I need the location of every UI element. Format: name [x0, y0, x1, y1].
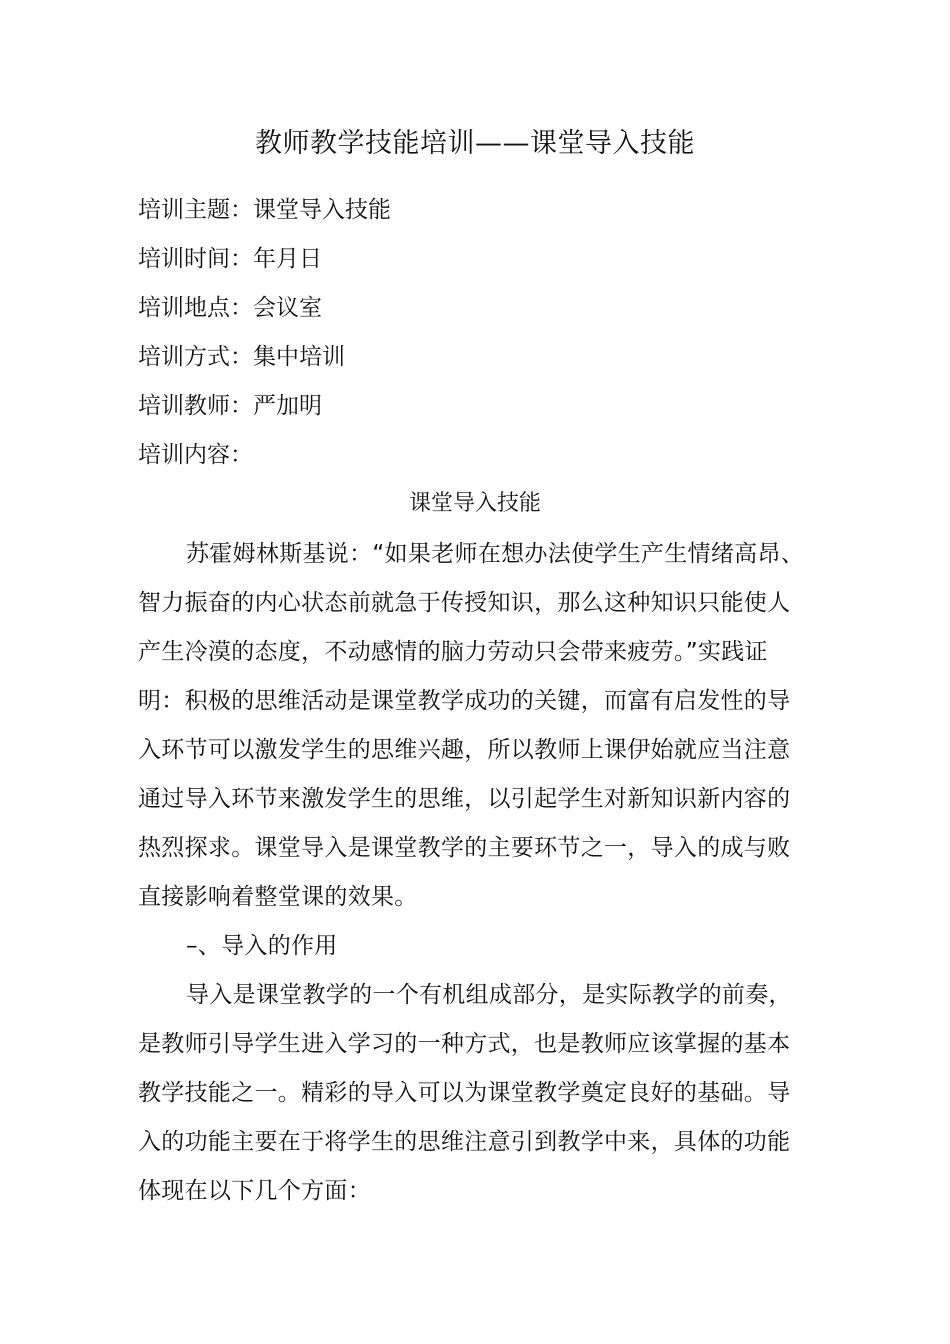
paragraph-line: 体现在以下几个方面： — [138, 1178, 371, 1204]
meta-row-topic — [138, 186, 818, 235]
meta-value-location: 会议室 — [253, 295, 322, 321]
meta-label-time: 培训时间： — [138, 246, 253, 272]
document-title: 教师教学技能培训——课堂导入技能 — [255, 128, 695, 159]
meta-value-method: 集中培训 — [253, 344, 345, 370]
meta-row-location — [138, 284, 818, 333]
paragraph-line: 热烈探求。课堂导入是课堂教学的主要环节之一，导入的成与败 — [138, 835, 791, 861]
meta-label-location: 培训地点： — [138, 295, 253, 321]
meta-row-time — [138, 235, 818, 284]
paragraph-line: 苏霍姆林斯基说：“如果老师在想办法使学生产生情绪高昂、 — [186, 541, 805, 567]
intro-paragraph — [138, 530, 818, 922]
paragraph-line: 产生冷漠的态度，不动感情的脑力劳动只会带来疲劳。”实践证 — [138, 639, 768, 665]
heading-text: –、导入的作用 — [186, 933, 338, 959]
meta-label-content: 培训内容： — [138, 442, 253, 468]
meta-value-time: 年月日 — [253, 246, 322, 272]
paragraph-line: 教学技能之一。精彩的导入可以为课堂教学奠定良好的基础。导 — [138, 1080, 791, 1106]
meta-label-method: 培训方式： — [138, 344, 253, 370]
paragraph-line: 智力振奋的内心状态前就急于传授知识，那么这种知识只能使人 — [138, 590, 791, 616]
section-title: 课堂导入技能 — [408, 491, 541, 516]
meta-value-teacher: 严加明 — [253, 393, 322, 419]
meta-row-teacher — [138, 382, 818, 431]
meta-label-topic: 培训主题： — [138, 197, 253, 223]
paragraph-line: 通过导入环节来激发学生的思维，以引起学生对新知识新内容的 — [138, 786, 791, 812]
function-paragraph — [138, 971, 818, 1216]
paragraph-line: 直接影响着整堂课的效果。 — [138, 884, 418, 910]
paragraph-line: 导入是课堂教学的一个有机组成部分，是实际教学的前奏， — [186, 982, 792, 1008]
paragraph-line: 入环节可以激发学生的思维兴趣，所以教师上课伊始就应当注意 — [138, 737, 791, 763]
meta-row-method — [138, 333, 818, 382]
section-heading — [138, 922, 818, 971]
meta-value-topic: 课堂导入技能 — [253, 197, 391, 223]
meta-label-teacher: 培训教师： — [138, 393, 253, 419]
paragraph-line: 明：积极的思维活动是课堂教学成功的关键，而富有启发性的导 — [138, 688, 791, 714]
paragraph-line: 是教师引导学生进入学习的一种方式，也是教师应该掌握的基本 — [138, 1031, 791, 1057]
paragraph-line: 入的功能主要在于将学生的思维注意引到教学中来，具体的功能 — [138, 1129, 791, 1155]
meta-row-content — [138, 431, 818, 480]
training-info-list — [138, 186, 818, 480]
